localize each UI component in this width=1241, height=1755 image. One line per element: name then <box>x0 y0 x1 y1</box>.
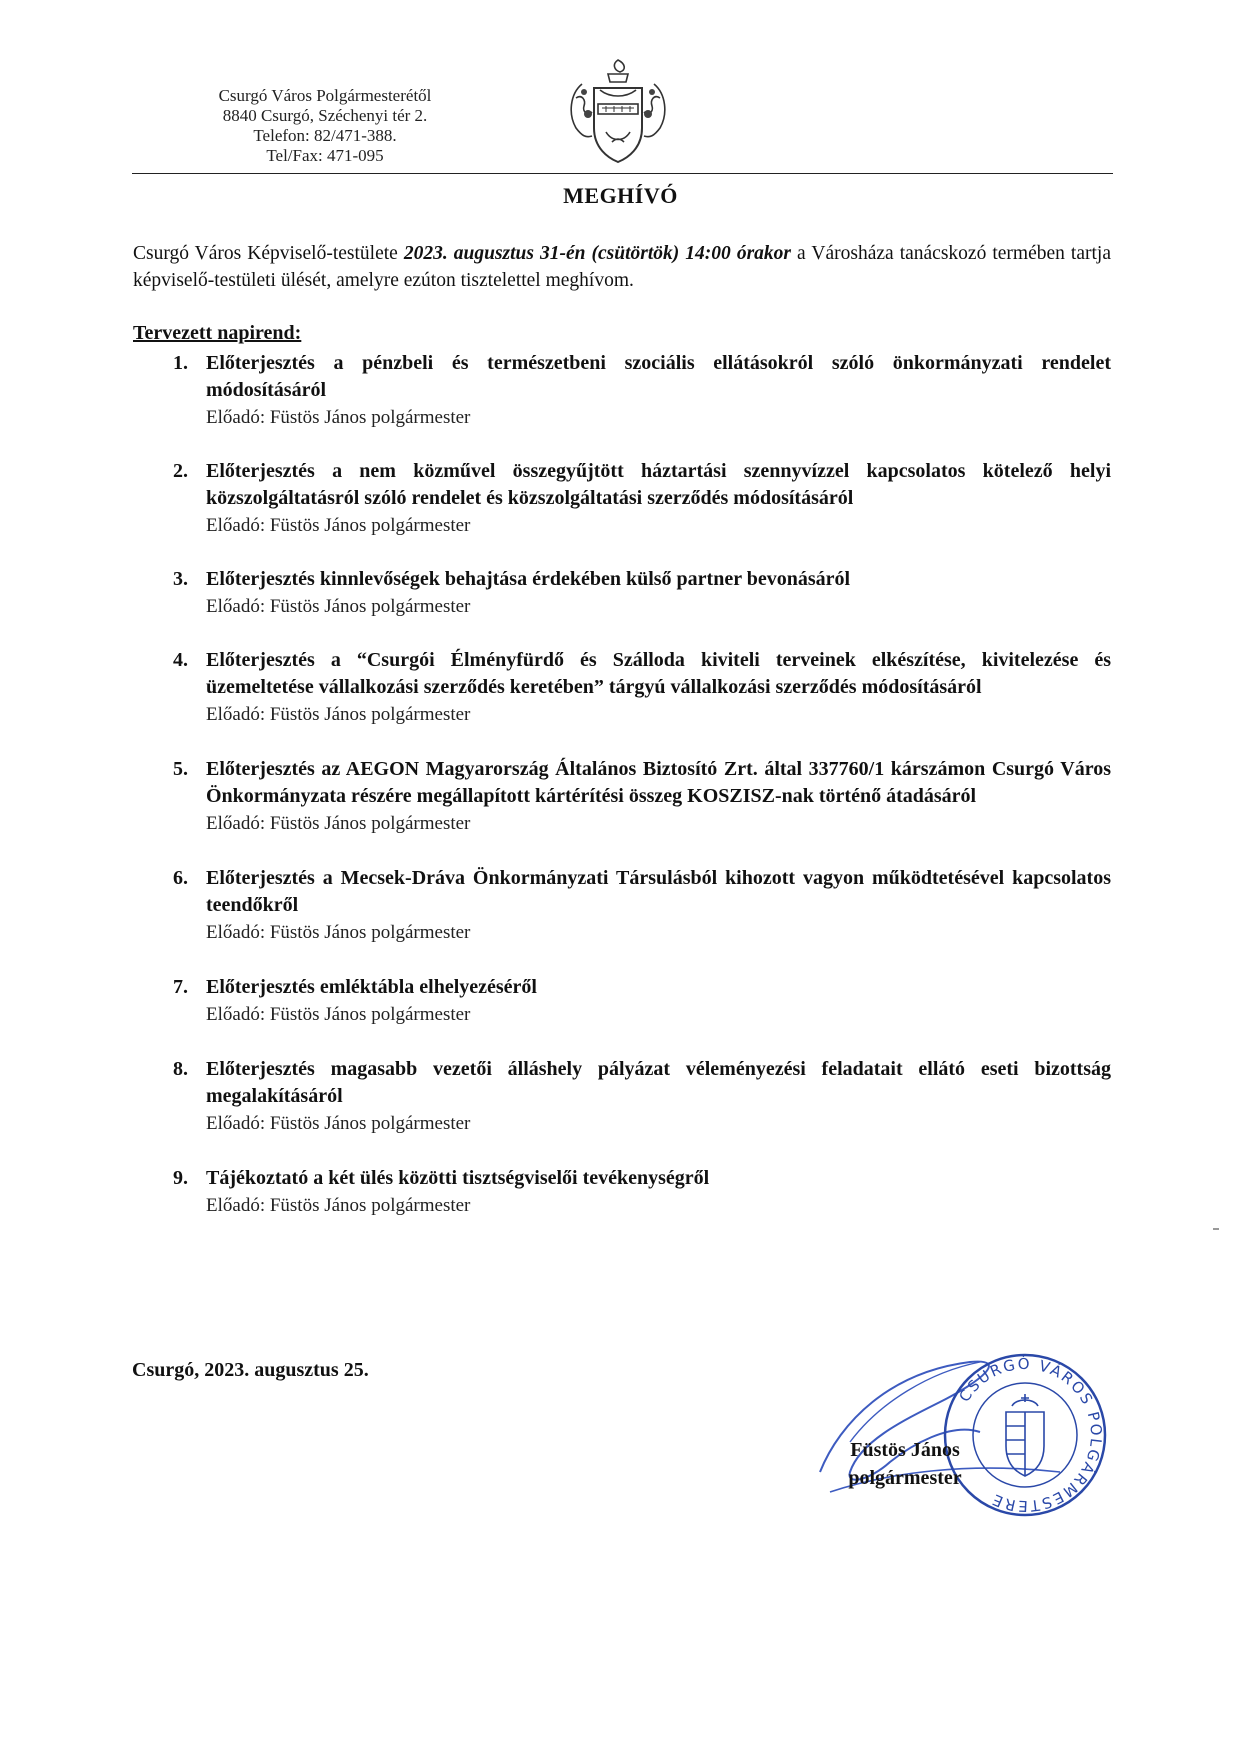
signatory-role: polgármester <box>848 1467 962 1489</box>
agenda-item-presenter: Előadó: Füstös János polgármester <box>206 813 471 834</box>
agenda-item-title: Előterjesztés a pénzbeli és természetbeni szociális ellátásokról szóló önkormányzati rendelet módosításáról <box>206 352 1111 401</box>
agenda-item-presenter: Előadó: Füstös János polgármester <box>206 596 471 617</box>
place-and-date: Csurgó, 2023. augusztus 25. <box>132 1359 369 1381</box>
agenda-item-title: Előterjesztés a Mecsek-Dráva Önkormányzati Társulásból kihozott vagyon működtetésével kapcsolatos teendőkről <box>206 867 1111 916</box>
address-line: Csurgó Város Polgármesterétől <box>218 86 432 105</box>
scan-speck <box>1213 1228 1219 1230</box>
agenda-item-number: 7. <box>173 976 188 998</box>
sender-address <box>175 86 475 166</box>
document-title: MEGHÍVÓ <box>563 183 678 208</box>
agenda-item <box>160 458 1111 539</box>
agenda-item-title: Tájékoztató a két ülés közötti tisztségviselői tevékenységről <box>206 1167 710 1189</box>
agenda-item-title: Előterjesztés kinnlevőségek behajtása érdekében külső partner bevonásáról <box>206 568 851 590</box>
signatory-block <box>830 1436 980 1492</box>
agenda-item-title: Előterjesztés a nem közművel összegyűjtött háztartási szennyvízzel kapcsolatos kötelező helyi közszolgáltatásról szóló rendelet és közszolgáltatási szerződés módosításáról <box>206 460 1111 509</box>
invitation-paragraph <box>133 240 1111 294</box>
official-stamp <box>940 1350 1110 1520</box>
agenda-item-presenter: Előadó: Füstös János polgármester <box>206 922 471 943</box>
intro-text-end: a Városháza tanácskozó termében tartja képviselő-testületi ülését, amelyre ezúton tisztelettel meghívom. <box>133 243 1111 291</box>
signatory-name: Füstös János <box>850 1439 960 1461</box>
agenda-item-presenter: Előadó: Füstös János polgármester <box>206 515 471 536</box>
meeting-datetime: 2023. augusztus 31-én (csütörtök) 14:00 órakor <box>403 243 792 264</box>
agenda-item-number: 3. <box>173 568 188 590</box>
agenda-item <box>160 647 1111 728</box>
agenda-item <box>160 1165 1111 1219</box>
agenda-item-presenter: Előadó: Füstös János polgármester <box>206 1004 471 1025</box>
agenda-item-title: Előterjesztés emléktábla elhelyezéséről <box>206 976 537 998</box>
agenda-item <box>160 865 1111 946</box>
agenda-item-number: 9. <box>173 1167 188 1189</box>
agenda-item-number: 8. <box>173 1058 188 1080</box>
agenda-item-presenter: Előadó: Füstös János polgármester <box>206 1113 471 1134</box>
address-line: Telefon: 82/471-388. <box>253 126 397 145</box>
agenda-item-number: 6. <box>173 867 188 889</box>
agenda-item <box>160 974 1111 1028</box>
agenda-item <box>160 566 1111 620</box>
agenda-item-title: Előterjesztés a “Csurgói Élményfürdő és Szálloda kiviteli terveinek elkészítése, kivitelezése és üzemeltetése vállalkozási szerződés keretében” tárgyú vállalkozási szerződés módosításáról <box>206 649 1111 698</box>
agenda-item-presenter: Előadó: Füstös János polgármester <box>206 407 471 428</box>
agenda-item-presenter: Előadó: Füstös János polgármester <box>206 1195 471 1216</box>
agenda-item-number: 1. <box>173 352 188 374</box>
agenda-item <box>160 756 1111 837</box>
agenda-item-presenter: Előadó: Füstös János polgármester <box>206 704 471 725</box>
address-line: Tel/Fax: 471-095 <box>266 146 384 165</box>
stamp-text: CSURGÓ VÁROS POLGÁRMESTERE <box>955 1354 1106 1516</box>
agenda-heading: Tervezett napirend: <box>133 322 302 344</box>
intro-text: Csurgó Város Képviselő-testülete <box>133 243 404 264</box>
agenda-list <box>160 350 1111 1219</box>
agenda-item-title: Előterjesztés az AEGON Magyarország Általános Biztosító Zrt. által 337760/1 kárszámon Csurgó Város Önkormányzata részére megállapított kártérítési összeg KOSZISZ-nak történő átadásáról <box>206 758 1111 807</box>
coat-of-arms-icon <box>562 54 674 178</box>
agenda-item <box>160 1056 1111 1137</box>
agenda-item-number: 2. <box>173 460 188 482</box>
agenda-item-number: 5. <box>173 758 188 780</box>
address-line: 8840 Csurgó, Széchenyi tér 2. <box>222 106 428 125</box>
header-divider <box>132 173 1113 174</box>
agenda-item <box>160 350 1111 431</box>
agenda-item-number: 4. <box>173 649 188 671</box>
agenda-item-title: Előterjesztés magasabb vezetői álláshely pályázat véleményezési feladatait ellátó eseti bizottság megalakításáról <box>206 1058 1111 1107</box>
